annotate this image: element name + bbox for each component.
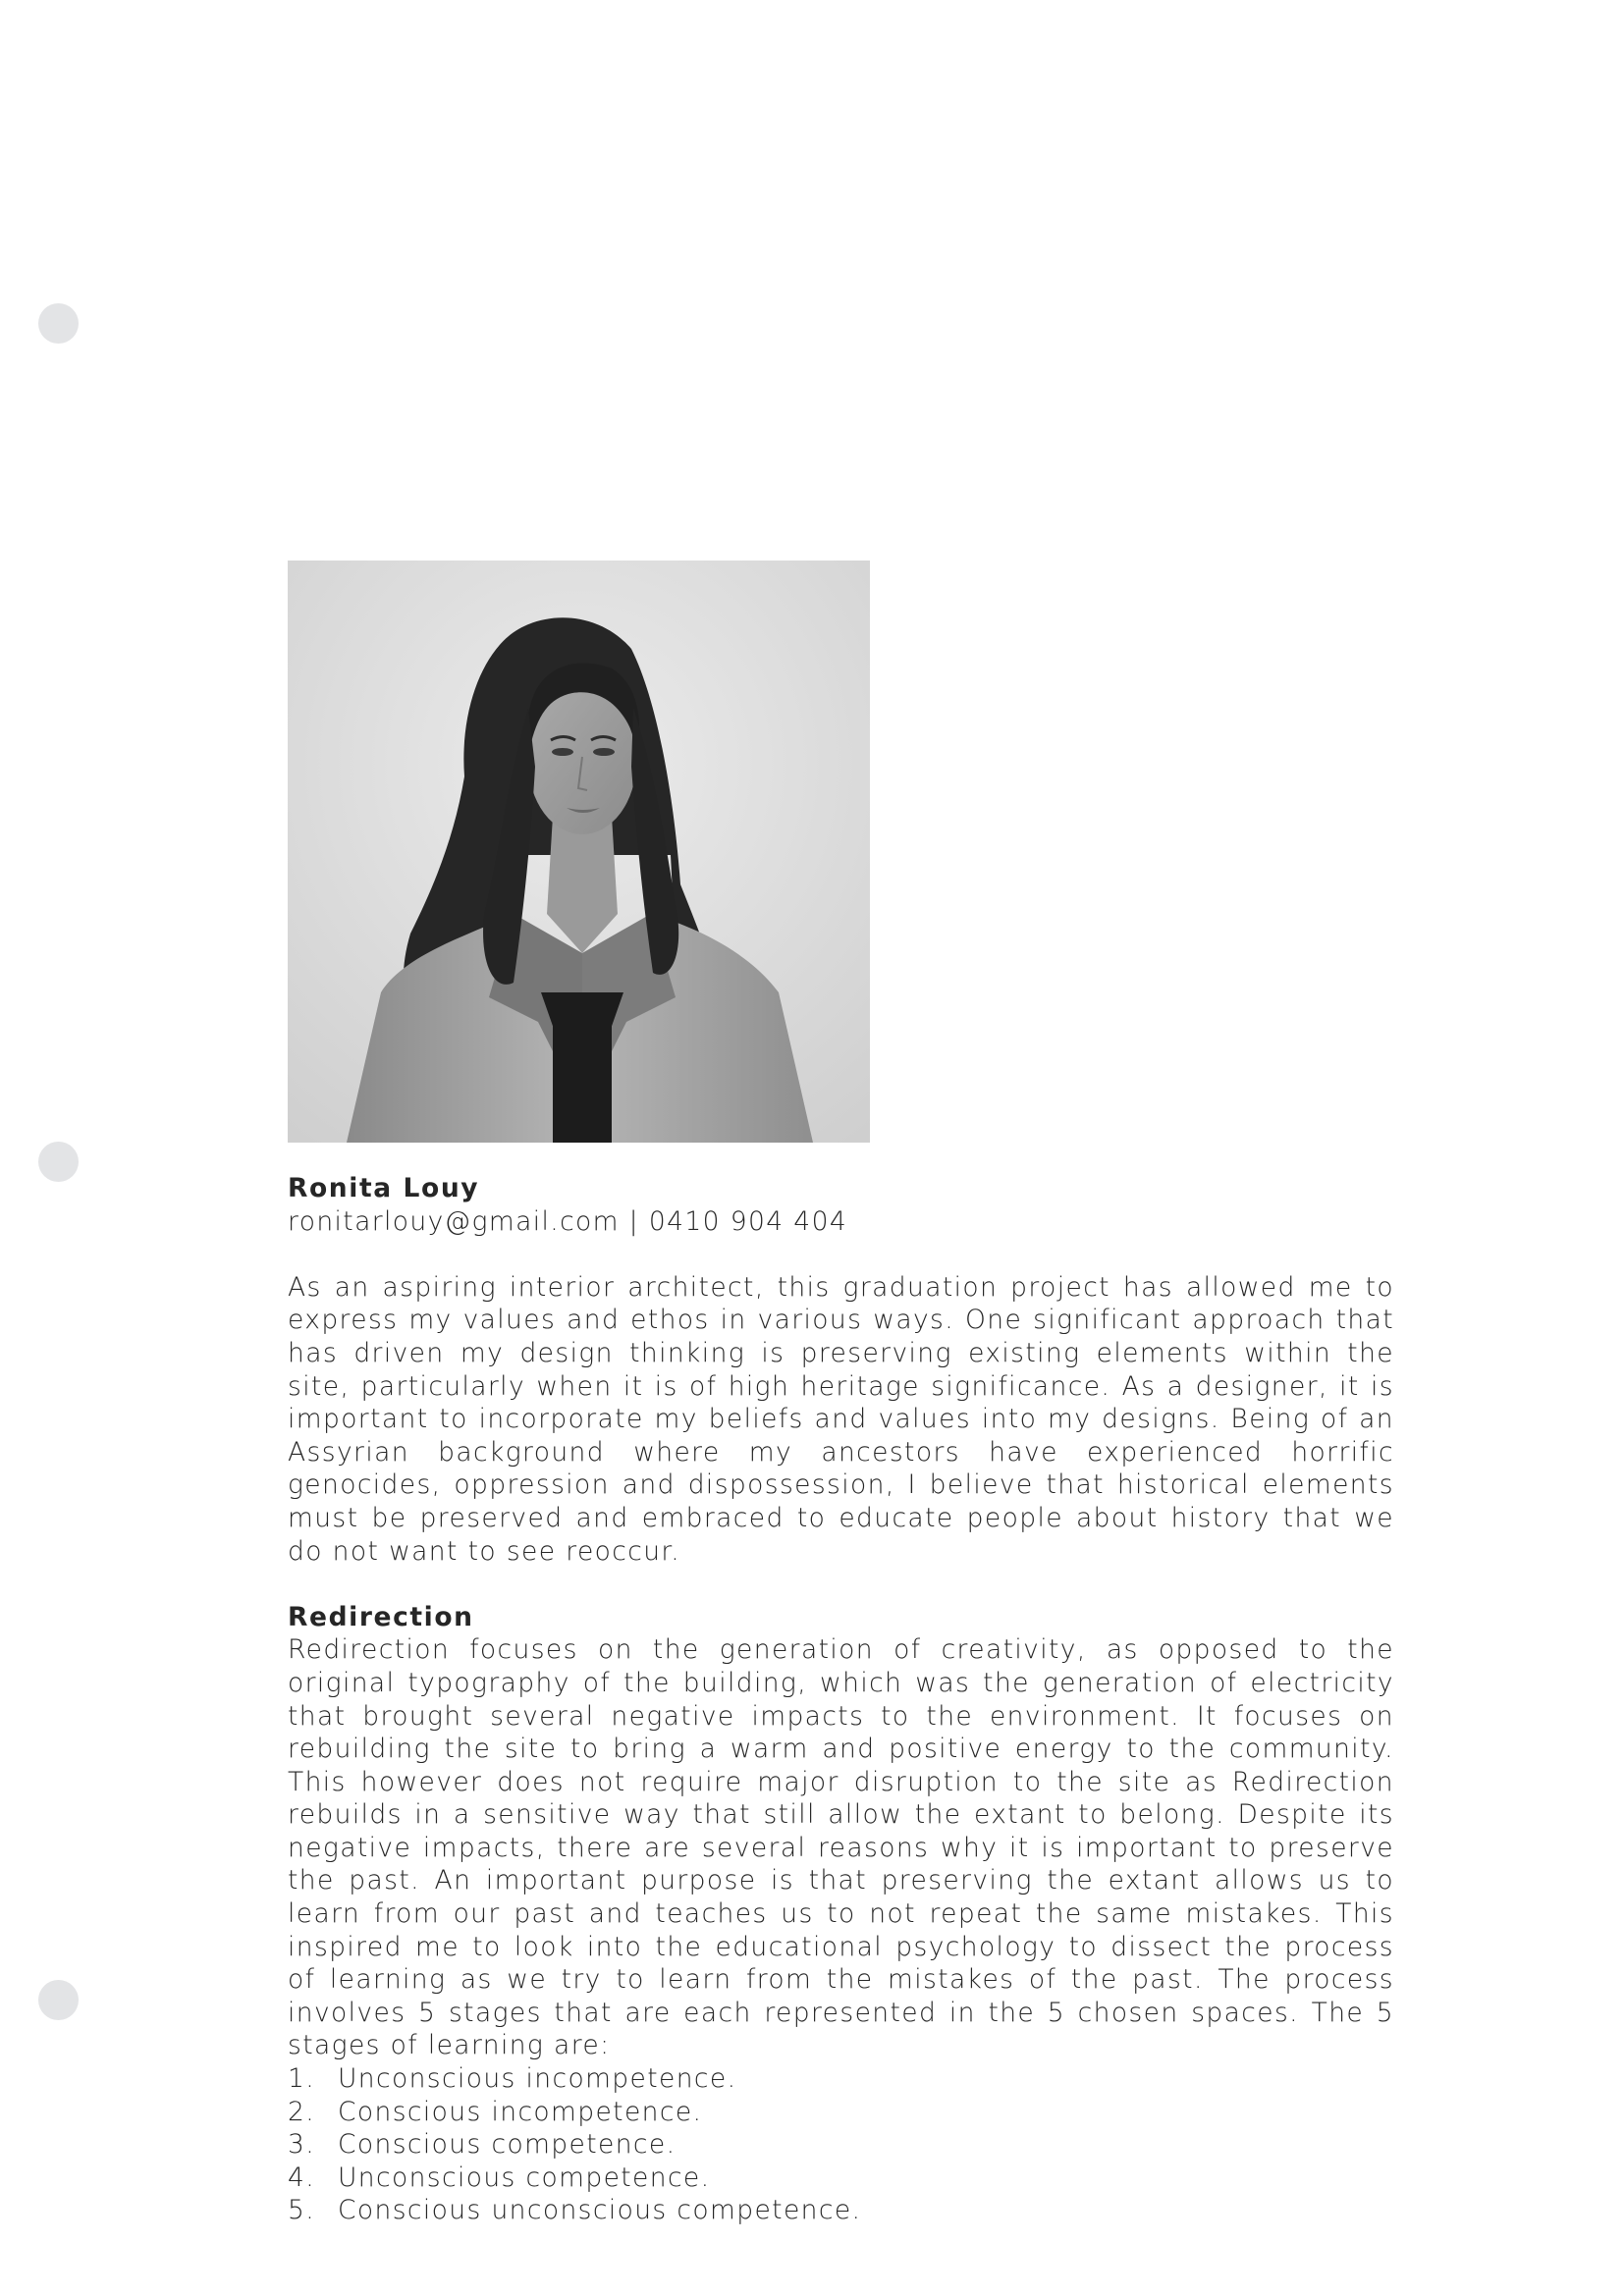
list-item-number: 2. (288, 2096, 316, 2127)
punch-hole (38, 303, 79, 344)
list-item (288, 2162, 1394, 2195)
list-item-text: Unconscious incompetence. (338, 2063, 737, 2095)
section-heading: Redirection (288, 1601, 474, 1632)
list-item (288, 2128, 1394, 2162)
profile-text (288, 1172, 1394, 2227)
list-item-number: 4. (288, 2162, 316, 2193)
list-item (288, 2096, 1394, 2129)
section-paragraph: Redirection focuses on the generation of creativity, as opposed to the original typography of the building, which was the generation of electricity that brought several negative impacts to the environment. It focuses on rebuilding the site to bring a warm and positive energy to the community. This however does not require major disruption to the site as Redirection rebuilds in a sensitive way that still allow the extant to belong. Despite its negative impacts, there are several reasons why it is important to preserve the past. An important purpose is that preserving the extant allows us to learn from our past and teaches us to not repeat the same mistakes. This inspired me to look into the educational psychology to dissect the process of learning as we try to learn from the mistakes of the past. The process involves 5 stages that are each represented in the 5 chosen spaces. The 5 stages of learning are: (288, 1634, 1394, 2061)
list-item-text: Conscious competence. (338, 2129, 677, 2161)
portrait-photo (288, 561, 870, 1143)
learning-stages-list (288, 2062, 1394, 2227)
intro-paragraph: As an aspiring interior architect, this graduation project has allowed me to express my values and ethos in various ways. One significant approach that has driven my design thinking is preserving existing elements within the site, particularly when it is of high heritage significance. As a designer, it is important to incorporate my beliefs and values into my designs. Being of an Assyrian background where my ancestors have experienced horrific genocides, oppression and dispossession, I believe that historical elements must be preserved and embraced to educate people about history that we do not want to see reoccur. (288, 1271, 1394, 1567)
list-item-text: Unconscious competence. (338, 2162, 711, 2193)
list-item-text: Conscious incompetence. (338, 2096, 703, 2127)
punch-hole (38, 1142, 79, 1182)
list-item-number: 5. (288, 2195, 316, 2226)
list-item-number: 1. (288, 2063, 316, 2095)
author-name: Ronita Louy (288, 1173, 480, 1203)
list-item (288, 2062, 1394, 2096)
punch-hole (38, 1980, 79, 2020)
contact-info: ronitarlouy@gmail.com | 0410 904 404 (288, 1205, 848, 1237)
list-item (288, 2194, 1394, 2227)
list-item-number: 3. (288, 2129, 316, 2161)
list-item-text: Conscious unconscious competence. (338, 2195, 862, 2226)
